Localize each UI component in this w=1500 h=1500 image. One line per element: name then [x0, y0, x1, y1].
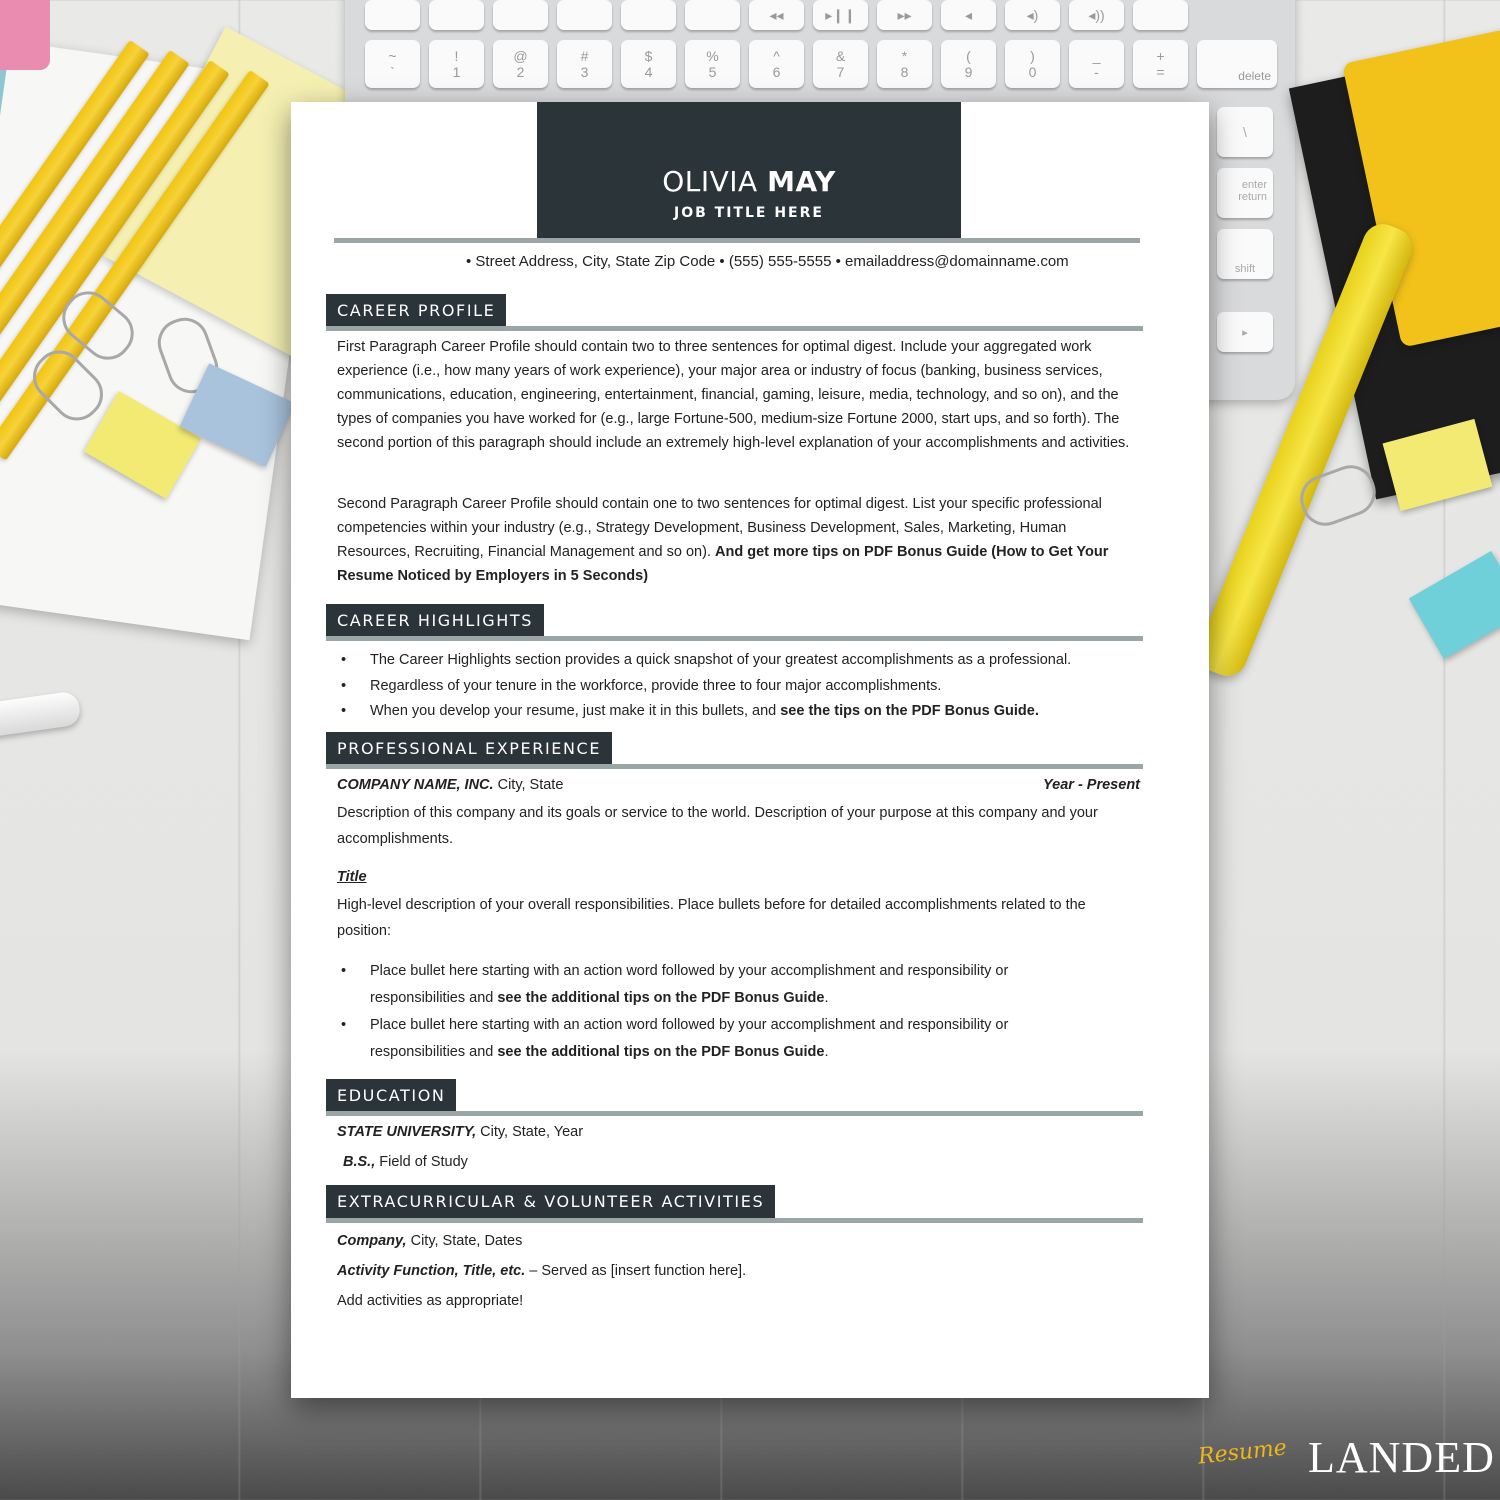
pink-eraser — [0, 0, 50, 70]
activity-function: Activity Function, Title, etc. — [337, 1263, 526, 1279]
company-line — [337, 777, 563, 793]
experience-bullets — [337, 958, 1137, 1065]
school-details: City, State, Year — [476, 1124, 584, 1140]
career-highlights-list — [337, 648, 1137, 725]
section-heading-career-profile: CAREER PROFILE — [326, 294, 506, 327]
arrow-key: ▸ — [1217, 312, 1273, 352]
key: ~ ` — [365, 40, 420, 88]
company-description: Description of this company and its goals or service to the world. Description of your purpose at this company and your accomplishments. — [337, 805, 1098, 847]
white-pen — [0, 690, 82, 743]
section-rule — [326, 636, 1143, 641]
list-item: • Regardless of your tenure in the workforce, provide three to four major accomplishments. — [337, 674, 1137, 700]
section-heading-activities: EXTRACURRICULAR & VOLUNTEER ACTIVITIES — [326, 1185, 775, 1218]
resume-page — [291, 102, 1209, 1398]
key: ◂) — [1005, 0, 1060, 30]
list-item-period: . — [824, 1043, 829, 1060]
resume-landed-logo — [1196, 1432, 1495, 1492]
activity-company: Company, — [337, 1233, 407, 1249]
list-item — [337, 958, 1070, 1011]
key: $ 4 — [621, 40, 676, 88]
field-of-study: Field of Study — [375, 1154, 468, 1170]
header-rule — [334, 238, 1140, 243]
school-line — [337, 1124, 583, 1140]
key: _ - — [1069, 40, 1124, 88]
candidate-name — [537, 165, 961, 198]
section-rule — [326, 326, 1143, 331]
key: * 8 — [877, 40, 932, 88]
key — [621, 0, 676, 30]
bonus-guide-tip: see the tips on the PDF Bonus Guide. — [780, 703, 1039, 719]
list-item-period: . — [824, 989, 829, 1006]
degree-line — [343, 1154, 468, 1170]
key: & 7 — [813, 40, 868, 88]
list-item-text: When you develop your resume, just make it in this bullets, and — [370, 703, 781, 719]
key: ◂)) — [1069, 0, 1124, 30]
list-item: • The Career Highlights section provides a quick snapshot of your greatest accomplishments as a professional. — [337, 648, 1137, 674]
key: ◂ — [941, 0, 996, 30]
school-name: STATE UNIVERSITY, — [337, 1124, 477, 1140]
contact-line: • Street Address, City, State Zip Code • (555) 555-5555 • emailaddress@domainname.com — [466, 253, 1069, 270]
bonus-guide-tip: see the additional tips on the PDF Bonus Guide — [497, 989, 825, 1006]
key: ▸▸ — [877, 0, 932, 30]
key — [365, 0, 420, 30]
keyboard-function-row — [365, 0, 1188, 30]
brand-script: Resume — [1196, 1435, 1289, 1470]
key: ◂◂ — [749, 0, 804, 30]
section-rule — [326, 1111, 1143, 1116]
activity-function-details: – Served as [insert function here]. — [525, 1263, 747, 1279]
employment-dates: Year - Present — [1043, 777, 1140, 793]
key — [1133, 0, 1188, 30]
last-name: MAY — [767, 165, 836, 198]
delete-key: delete — [1197, 40, 1277, 88]
resume-header — [537, 102, 961, 238]
section-rule — [326, 1218, 1143, 1223]
keyboard-number-row — [365, 40, 1277, 88]
activity-company-line — [337, 1233, 522, 1249]
key — [429, 0, 484, 30]
section-heading-education: EDUCATION — [326, 1079, 456, 1112]
list-item — [337, 1012, 1070, 1065]
position-title: Title — [337, 869, 367, 885]
first-name: OLIVIA — [662, 165, 758, 198]
key: # 3 — [557, 40, 612, 88]
list-item-text: Place bullet here starting with an action word followed by your accomplishment and responsibility or responsibilities and — [370, 963, 1009, 1006]
key: % 5 — [685, 40, 740, 88]
paragraph-text: Second Paragraph Career Profile should contain one to two sentences for optimal digest. List your specific professional competencies within your industry (e.g., Strategy Development, Business Development, Sales, Marketing, Human Resources, Recruiting, Financial Management and so on). — [337, 496, 1102, 560]
return-key: enter return — [1217, 168, 1273, 218]
career-profile-paragraph-1: First Paragraph Career Profile should contain two to three sentences for optimal digest. Include your aggregated work experience (i.e., how many years of work experience), your major area or industry of focus (banking, business services, communications, education, engineering, entertainment, financial, gaming, leisure, media, technology, and so on), and the types of companies you have worked for (e.g., large Fortune-500, medium-size Fortune 2000, start ups, and so forth). The second portion of this paragraph should include an extremely high-level explanation of your accomplishments and activities. — [337, 339, 1130, 451]
job-title: JOB TITLE HERE — [674, 205, 824, 221]
brand-main: LANDED — [1308, 1433, 1495, 1482]
key: ) 0 — [1005, 40, 1060, 88]
list-item — [337, 699, 1137, 725]
key — [557, 0, 612, 30]
binder-clip-teal — [1409, 551, 1500, 659]
company-location: City, State — [493, 777, 564, 793]
key: ( 9 — [941, 40, 996, 88]
key — [493, 0, 548, 30]
activity-company-details: City, State, Dates — [406, 1233, 523, 1249]
key: ! 1 — [429, 40, 484, 88]
key — [685, 0, 740, 30]
key: ▸❙❙ — [813, 0, 868, 30]
section-rule — [326, 764, 1143, 769]
bonus-guide-tip: see the additional tips on the PDF Bonus Guide — [497, 1043, 825, 1060]
backslash-key: \ — [1217, 107, 1273, 157]
key: ^ 6 — [749, 40, 804, 88]
career-profile-paragraph-2 — [337, 492, 1137, 588]
activity-function-line — [337, 1263, 746, 1279]
company-name: COMPANY NAME, INC. — [337, 777, 494, 793]
degree: B.S., — [343, 1154, 376, 1170]
shift-key: shift — [1217, 229, 1273, 279]
key: @ 2 — [493, 40, 548, 88]
key: + = — [1133, 40, 1188, 88]
responsibilities-description: High-level description of your overall responsibilities. Place bullets before for detailed accomplishments related to the position: — [337, 897, 1086, 939]
section-heading-professional-experience: PROFESSIONAL EXPERIENCE — [326, 732, 612, 765]
section-heading-career-highlights: CAREER HIGHLIGHTS — [326, 604, 544, 637]
list-item-text: Place bullet here starting with an action word followed by your accomplishment and responsibility or responsibilities and — [370, 1017, 1009, 1060]
activities-note: Add activities as appropriate! — [337, 1293, 524, 1309]
bonus-guide-tip: And get more tips on PDF Bonus Guide (How to Get Your Resume Noticed by Employers in 5 Seconds) — [337, 544, 1109, 584]
